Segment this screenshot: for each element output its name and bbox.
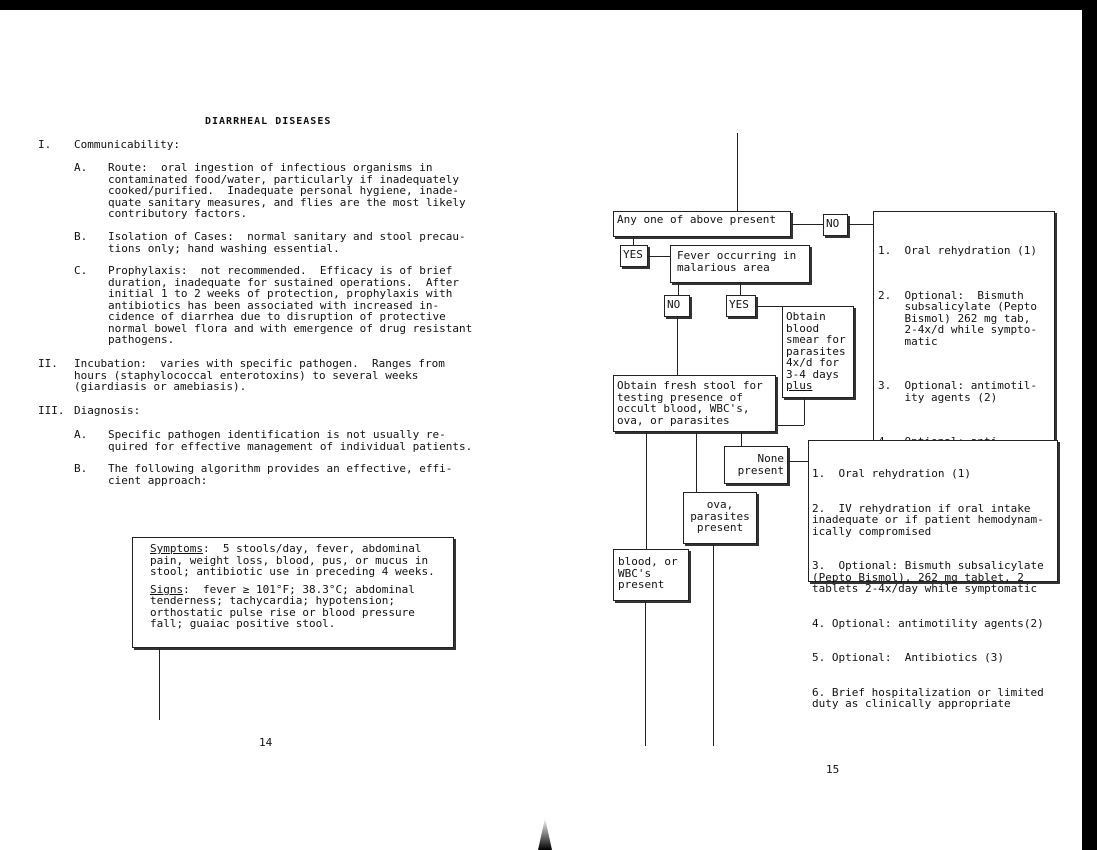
flow-line-to-blood-wbc <box>646 432 647 549</box>
yes-box-2: YES <box>726 295 756 317</box>
no-box-2: NO <box>664 295 690 317</box>
yes-box-1: YES <box>620 245 648 267</box>
treatment-2-item-4: 4. Optional: antimotility agents(2) <box>812 616 1044 630</box>
blood-smear-box <box>782 306 854 398</box>
subsection-number-isolation: B. <box>74 230 88 243</box>
section-incubation-text: Incubation: varies with specific pathogen. Ranges from hours (staphylococcal enterotoxins) to several weeks (giardiasis or amebiasis). <box>74 357 445 393</box>
signs-label: Signs <box>150 582 184 596</box>
scan-border-top <box>0 0 1097 10</box>
flow-line-to-yes-1 <box>633 237 634 245</box>
subsection-route-text: Route: oral ingestion of infectious organisms in contaminated food/water, particularly if inadequately cooked/purified. Inadequate personal hygiene, inade- quate sanitary measures, and flies are the most likely contributory factors. <box>108 161 466 220</box>
book-spine-shadow <box>538 818 552 850</box>
document-title: DIARRHEAL DISEASES <box>205 116 332 127</box>
treatment-1-item-2: 2. Optional: Bismuth subsalicylate (Pepto Bismol) 262 mg tab, 2-4x/d while sympto- matic <box>878 288 1037 348</box>
subsection-number-algorithm: B. <box>74 462 88 475</box>
symptoms-text: : 5 stools/day, fever, abdominal pain, weight loss, blood, pus, or mucus in stool; antibiotic use in preceding 4 weeks. <box>150 542 435 578</box>
flow-line-to-no-1 <box>792 224 823 225</box>
flow-line-ova-down <box>713 544 714 746</box>
section-number-ii: II. <box>38 357 58 370</box>
flow-line-smear-to-stool <box>776 425 804 426</box>
page-number-right: 15 <box>826 763 840 776</box>
flow-line-to-no-2 <box>678 283 679 295</box>
symptoms-connector-line <box>159 648 160 720</box>
treatment-list-1 <box>873 211 1055 444</box>
signs-text: : fever ≥ 101°F; 38.3°C; abdominal tenderness; tachycardia; hypotension; orthostatic pulse rise or blood pressure fall; guaiac positive stool. <box>150 582 415 630</box>
subsection-isolation-text: Isolation of Cases: normal sanitary and stool precau- tions only; hand washing essential. <box>108 230 466 255</box>
blood-wbc-box: blood, or WBC's present <box>613 549 689 601</box>
stool-test-box: Obtain fresh stool for testing presence of occult blood, WBC's, ova, or parasites <box>613 375 776 432</box>
blood-smear-text: Obtain blood smear for parasites 4x/d for 3-4 days <box>786 310 846 381</box>
flow-line-blood-down <box>645 601 646 746</box>
treatment-2-item-1: 1. Oral rehydration (1) <box>812 467 971 480</box>
section-number-i: I. <box>38 138 52 151</box>
symptoms-paragraph <box>150 543 453 578</box>
treatment-1-item-1: 1. Oral rehydration (1) <box>878 244 1037 257</box>
subsection-specific-pathogen-text: Specific pathogen identification is not usually re- quired for effective management of individual patients. <box>108 428 473 453</box>
page-number-left: 14 <box>259 736 273 749</box>
none-present-box: None present <box>724 446 788 484</box>
flow-line-to-fever <box>648 256 670 257</box>
section-heading-communicability: Communicability: <box>74 138 180 151</box>
treatment-1-item-3: 3. Optional: antimotil- ity agents (2) <box>878 379 1037 404</box>
section-number-iii: III. <box>38 404 65 417</box>
flow-line-top <box>737 133 738 211</box>
flow-line-to-treatment-2 <box>788 461 808 462</box>
treatment-2-item-6: 6. Brief hospitalization or limited duty as clinically appropriate <box>812 685 1044 710</box>
flow-line-to-yes-2 <box>740 283 741 295</box>
no-box-1: NO <box>823 214 848 236</box>
treatment-2-item-5: 5. Optional: Antibiotics (3) <box>812 651 1005 664</box>
ova-parasites-box: ova, parasites present <box>683 492 757 544</box>
subsection-number-route: A. <box>74 161 88 174</box>
flow-line-to-none <box>741 432 742 446</box>
any-present-box: Any one of above present <box>613 211 791 237</box>
scan-border-right <box>1082 0 1097 850</box>
treatment-list-2 <box>808 440 1058 710</box>
symptoms-signs-box <box>132 537 454 648</box>
section-heading-diagnosis: Diagnosis: <box>74 404 141 417</box>
flow-line-smear-down <box>804 398 805 425</box>
treatment-2-item-3: 3. Optional: Bismuth subsalicylate (Pepto Bismol), 262 mg tablet, 2 tablets 2-4x/day while symptomatic <box>812 559 1044 595</box>
flow-line-to-treatment-1 <box>848 224 873 225</box>
flow-line-to-blood-smear <box>756 306 782 307</box>
subsection-number-prophylaxis: C. <box>74 264 88 277</box>
subsection-number-specific-pathogen: A. <box>74 428 88 441</box>
symptoms-label: Symptoms <box>150 542 203 555</box>
fever-malarious-box: Fever occurring in malarious area <box>670 245 810 283</box>
flow-line-no-to-stool <box>677 317 678 375</box>
treatment-2-item-2: 2. IV rehydration if oral intake inadequate or if patient hemodynam- ically compromised <box>812 501 1044 538</box>
blood-smear-plus: plus <box>786 379 813 392</box>
subsection-algorithm-text: The following algorithm provides an effective, effi- cient approach: <box>108 462 453 487</box>
subsection-prophylaxis-text: Prophylaxis: not recommended. Efficacy is of brief duration, inadequate for sustained operations. After initial 1 to 2 weeks of protection, prophylaxis with antibiotics has been associated with increased in- cidence of diarrhea due to disruption of protective normal bowel flora and with emergence of drug resistant pathogens. <box>108 264 473 346</box>
signs-paragraph <box>150 584 453 630</box>
flow-line-to-ova <box>696 432 697 492</box>
